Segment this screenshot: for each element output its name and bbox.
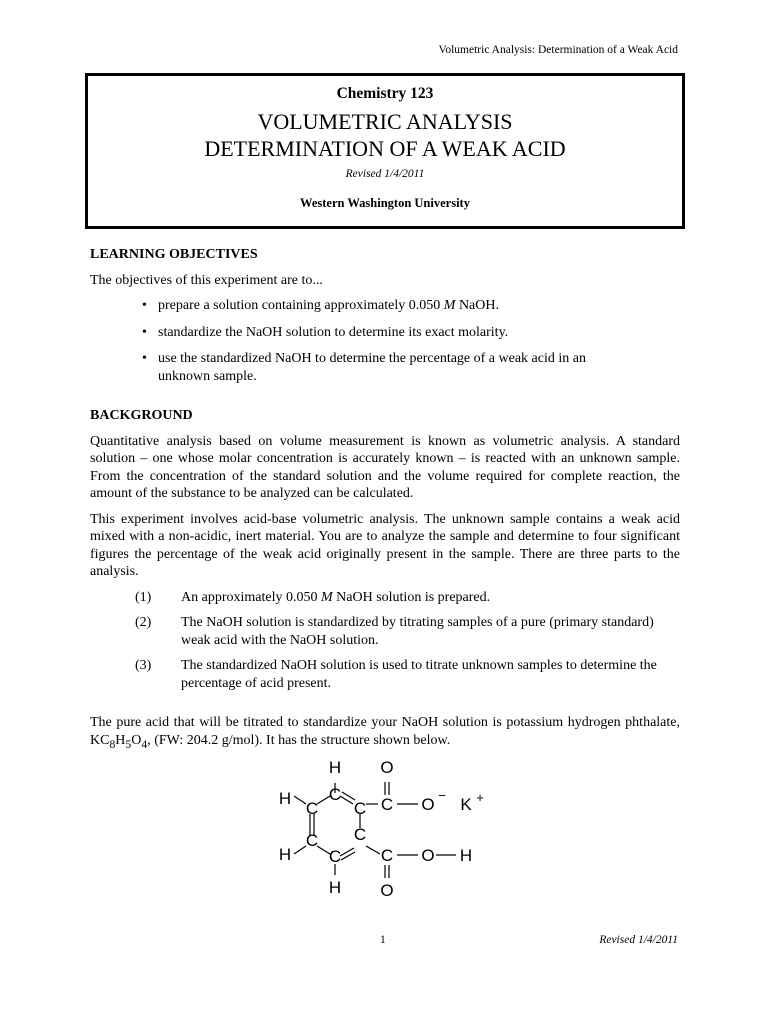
title-line-2: DETERMINATION OF A WEAK ACID [204,136,566,161]
atom-label: O [380,758,394,777]
title-box [85,73,685,229]
khp-structure-diagram [270,752,510,902]
atom-label: O [421,795,435,814]
background-paragraph-3: The pure acid that will be titrated to standardize your NaOH solution is potassium hydrogen phthalate, $KC_8H_5O_4$, (FW: 204.2 g/mol). It has the structure shown below. [90,715,680,751]
atom-label: O [421,846,435,865]
atom-label: C [328,847,342,866]
objectives-intro: The objectives of this experiment are to... [90,272,323,288]
atom-label: O [380,881,394,900]
bullet-icon: • [142,298,147,313]
list-item: (1) An approximately 0.050 M NaOH solution is prepared. [135,589,491,605]
atom-label: C [380,846,394,865]
charge-label: + [476,790,484,805]
charge-label: − [438,788,446,803]
atom-label: C [353,799,367,818]
atom-label: C [353,825,367,844]
list-item: • use the standardized NaOH to determine the percentage of a weak acid in an unknown sample. [142,351,586,384]
atom-label: K [460,795,472,814]
analysis-parts-list [90,589,680,693]
atom-label: H [278,789,292,808]
background-heading: BACKGROUND [90,408,193,423]
atom-label: H [328,758,342,777]
atom-label: C [305,831,319,850]
objectives-list [90,297,680,385]
list-item: (3) The standardized NaOH solution is used to titrate unknown samples to determine the percentage of acid present. [135,658,657,691]
atom-label: H [278,845,292,864]
list-item: • prepare a solution containing approximately 0.050 M NaOH. [142,298,499,313]
background-paragraph-1: Quantitative analysis based on volume measurement is known as volumetric analysis. A standard solution – one whose molar concentration is accurately known – is reacted with an unknown sample. From the concentration of the standard solution and the volume required for complete reaction, the amount of the substance to be analyzed can be calculated. [90,433,680,501]
atom-label: H [459,846,473,865]
bullet-icon: • [142,351,147,366]
atom-label: C [328,785,342,804]
bullet-icon: • [142,324,147,340]
title-line-1: VOLUMETRIC ANALYSIS [257,109,513,134]
atom-label: C [305,799,319,818]
atom-label: C [380,795,394,814]
footer-revised: Revised 1/4/2011 [599,934,678,946]
university-name: Western Washington University [300,196,470,210]
list-item: • standardize the NaOH solution to determine its exact molarity. [142,324,509,340]
running-header: Volumetric Analysis: Determination of a Weak Acid [438,44,678,56]
revised-date: Revised 1/4/2011 [345,168,425,180]
page-number: 1 [380,934,386,946]
course-name: Chemistry 123 [336,85,434,102]
background-paragraph-2: This experiment involves acid-base volumetric analysis. The unknown sample contains a weak acid mixed with a non-acidic, inert material. You are to analyze the sample and determine to four significant figures the percentage of the weak acid originally present in the sample. There are three parts to the analysis. [90,511,680,579]
list-item: (2) The NaOH solution is standardized by titrating samples of a pure (primary standard) weak acid with the NaOH solution. [135,615,654,648]
document-body [90,246,680,761]
objectives-heading: LEARNING OBJECTIVES [90,247,258,262]
atom-label: H [328,878,342,897]
